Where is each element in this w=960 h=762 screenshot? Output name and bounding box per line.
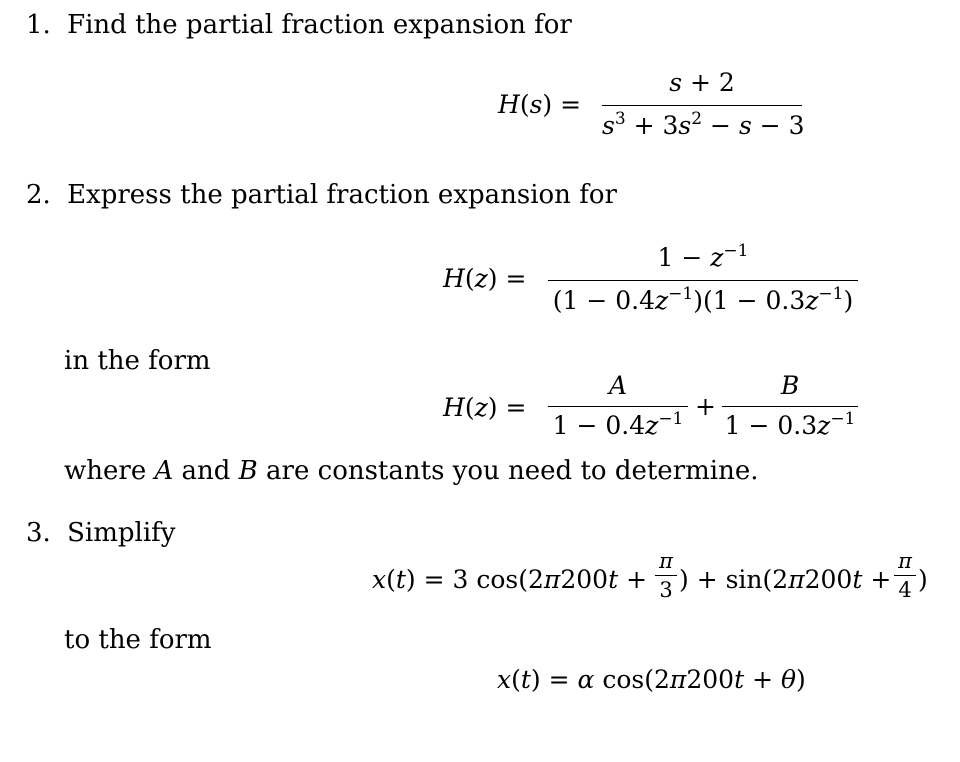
problem-1-numerator: s + 2: [669, 68, 735, 97]
problem-3-prompt: Simplify: [67, 518, 176, 548]
problem-2-term1-numerator: A: [608, 371, 628, 400]
problem-3-form: x(t) = α cos(2π200t + θ): [497, 665, 806, 694]
problem-1-lhs: H(s) =: [498, 90, 582, 119]
problem-2-form-lhs: H(z) =: [443, 393, 527, 422]
problem-3-pi-num-1: π: [659, 549, 673, 573]
problem-2-denominator: $(1 - 0.4z^{-1})(1 - 0.3z^{-1})$: [552, 283, 854, 315]
problem-3-pi-num-2: π: [898, 549, 912, 573]
problem-2-lhs: H(z) =: [443, 264, 527, 293]
problem-1-prompt: Find the partial fraction expansion for: [67, 10, 572, 40]
problem-2-plus: +: [695, 392, 716, 421]
problem-2-term2-bar: [722, 406, 858, 407]
problem-3-heading: [26, 520, 175, 546]
problem-1-heading: [26, 12, 572, 38]
problem-3-number: 3.: [26, 518, 51, 548]
problem-2-connector: in the form: [64, 346, 211, 376]
problem-2-prompt: Express the partial fraction expansion for: [67, 180, 617, 210]
problem-3-fraction-bar-2: [894, 575, 916, 576]
problem-1-fraction-bar: [602, 105, 802, 106]
problem-2-fraction-bar: [548, 280, 858, 281]
problem-2-term2-numerator: B: [780, 371, 800, 400]
problem-3-eq-part3: ): [918, 565, 928, 594]
problem-2-note: where A and B are constants you need to determine.: [64, 456, 759, 486]
problem-3-den-2: 4: [898, 578, 912, 602]
problem-2-term2-denominator: $1 - 0.3z^{-1}$: [724, 408, 856, 440]
problem-3-den-1: 3: [659, 578, 673, 602]
problem-1-denominator: $s^3 + 3s^2 - s - 3$: [602, 108, 805, 140]
problem-2-term1-denominator: $1 - 0.4z^{-1}$: [552, 408, 684, 440]
problem-2-number: 2.: [26, 180, 51, 210]
problem-2-heading: [26, 182, 617, 208]
problem-3-connector: to the form: [64, 625, 212, 655]
problem-3-eq-part2: ) + sin(2π200t +: [679, 565, 892, 594]
problem-1-number: 1.: [26, 10, 51, 40]
problem-3-eq-part1: x(t) = 3 cos(2π200t +: [372, 565, 648, 594]
problem-3-fraction-bar-1: [655, 575, 677, 576]
problem-2-term1-bar: [548, 406, 688, 407]
problem-2-numerator: $1 - z^{-1}$: [657, 240, 749, 272]
